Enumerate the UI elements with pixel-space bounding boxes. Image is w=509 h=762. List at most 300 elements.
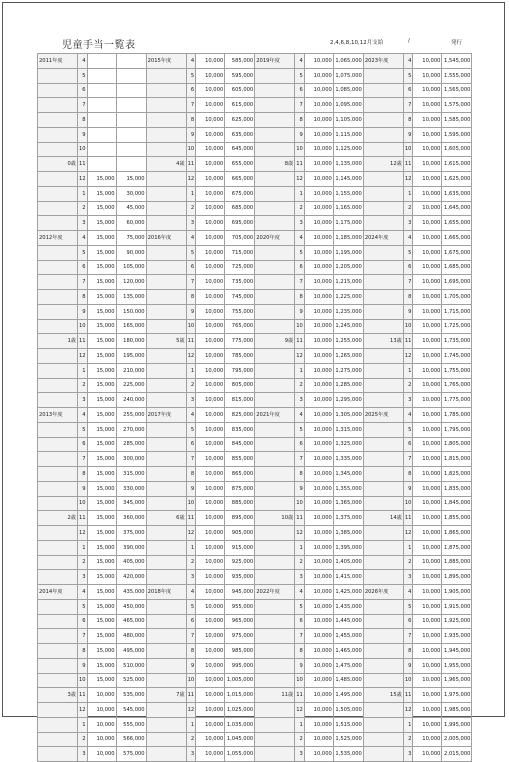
cumulative-cell: 120,000 (116, 275, 146, 290)
month-cell: 2 (78, 201, 88, 216)
cumulative-cell: 1,915,000 (442, 599, 472, 614)
month-cell: 10 (403, 319, 413, 334)
year-age-cell (146, 570, 186, 585)
year-age-cell (146, 481, 186, 496)
month-cell: 4 (186, 408, 196, 423)
amount-cell: 10,000 (196, 526, 225, 541)
cumulative-cell: 875,000 (225, 481, 255, 496)
year-age-cell (38, 570, 78, 585)
cumulative-cell: 1,865,000 (442, 526, 472, 541)
month-cell: 9 (186, 658, 196, 673)
year-age-cell (38, 437, 78, 452)
year-age-cell (38, 717, 78, 732)
month-cell: 12 (403, 526, 413, 541)
year-age-cell (255, 142, 295, 157)
year-age-cell (146, 186, 186, 201)
cumulative-cell: 1,545,000 (442, 54, 472, 69)
amount-cell: 15,000 (87, 644, 116, 659)
cumulative-cell: 180,000 (116, 334, 146, 349)
year-age-cell (255, 290, 295, 305)
month-cell: 9 (78, 127, 88, 142)
cumulative-cell: 1,285,000 (333, 378, 363, 393)
cumulative-cell: 1,685,000 (442, 260, 472, 275)
year-age-cell (146, 83, 186, 98)
cumulative-cell: 1,935,000 (442, 629, 472, 644)
month-cell: 12 (295, 526, 305, 541)
cumulative-cell: 1,135,000 (333, 157, 363, 172)
year-age-cell (363, 260, 403, 275)
month-cell: 11 (186, 334, 196, 349)
year-age-cell (146, 555, 186, 570)
table-row (38, 393, 472, 408)
table-row (38, 481, 472, 496)
year-age-cell: 2015年度 (146, 54, 186, 69)
cumulative-cell: 195,000 (116, 349, 146, 364)
year-age-cell (255, 614, 295, 629)
cumulative-cell: 1,195,000 (333, 245, 363, 260)
cumulative-cell: 1,015,000 (225, 688, 255, 703)
amount-cell: 10,000 (304, 319, 333, 334)
year-age-cell: 10歳 (255, 511, 295, 526)
table-row (38, 54, 472, 69)
year-age-cell: 6歳 (146, 511, 186, 526)
month-cell: 4 (186, 231, 196, 246)
amount-cell: 10,000 (413, 113, 442, 128)
cumulative-cell: 755,000 (225, 304, 255, 319)
cumulative-cell: 510,000 (116, 658, 146, 673)
amount-cell: 10,000 (413, 555, 442, 570)
amount-cell: 10,000 (196, 629, 225, 644)
cumulative-cell: 15,000 (116, 172, 146, 187)
cumulative-cell: 765,000 (225, 319, 255, 334)
amount-cell: 10,000 (413, 245, 442, 260)
month-cell: 11 (403, 511, 413, 526)
table-row (38, 290, 472, 305)
amount-cell: 15,000 (87, 629, 116, 644)
amount-cell: 10,000 (304, 260, 333, 275)
cumulative-cell: 285,000 (116, 437, 146, 452)
cumulative-cell: 1,315,000 (333, 422, 363, 437)
amount-cell: 10,000 (87, 703, 116, 718)
year-age-cell: 2023年度 (363, 54, 403, 69)
month-cell: 7 (295, 629, 305, 644)
amount-cell: 10,000 (196, 231, 225, 246)
amount-cell: 10,000 (196, 496, 225, 511)
cumulative-cell: 1,185,000 (333, 231, 363, 246)
year-age-cell: 2歳 (38, 511, 78, 526)
month-cell: 11 (186, 511, 196, 526)
month-cell: 7 (403, 452, 413, 467)
month-cell: 7 (78, 629, 88, 644)
cumulative-cell: 105,000 (116, 260, 146, 275)
month-cell: 3 (78, 393, 88, 408)
year-age-cell (146, 540, 186, 555)
month-cell: 1 (186, 186, 196, 201)
amount-cell: 15,000 (87, 186, 116, 201)
month-cell: 11 (295, 157, 305, 172)
year-age-cell (363, 732, 403, 747)
year-age-cell (255, 98, 295, 113)
cumulative-cell: 315,000 (116, 467, 146, 482)
cumulative-cell: 855,000 (225, 452, 255, 467)
month-cell: 6 (78, 83, 88, 98)
month-cell: 1 (295, 363, 305, 378)
month-cell: 5 (295, 245, 305, 260)
year-age-cell: 2016年度 (146, 231, 186, 246)
year-age-cell (146, 732, 186, 747)
cumulative-cell: 1,115,000 (333, 127, 363, 142)
amount-cell: 10,000 (196, 113, 225, 128)
cumulative-cell: 635,000 (225, 127, 255, 142)
year-age-cell (255, 717, 295, 732)
month-cell: 12 (186, 172, 196, 187)
month-cell: 5 (295, 599, 305, 614)
month-cell: 1 (186, 540, 196, 555)
cumulative-cell: 715,000 (225, 245, 255, 260)
table-row (38, 172, 472, 187)
year-age-cell (363, 113, 403, 128)
year-age-cell (38, 98, 78, 113)
amount-cell (87, 68, 116, 83)
year-age-cell (38, 142, 78, 157)
year-age-cell (255, 113, 295, 128)
cumulative-cell: 545,000 (116, 703, 146, 718)
year-age-cell (363, 83, 403, 98)
month-cell: 5 (403, 422, 413, 437)
cumulative-cell: 1,835,000 (442, 481, 472, 496)
year-age-cell (146, 437, 186, 452)
year-age-cell (255, 673, 295, 688)
cumulative-cell: 1,785,000 (442, 408, 472, 423)
cumulative-cell: 725,000 (225, 260, 255, 275)
amount-cell: 10,000 (304, 275, 333, 290)
month-cell: 5 (186, 422, 196, 437)
year-age-cell: 2026年度 (363, 585, 403, 600)
month-cell: 6 (186, 437, 196, 452)
month-cell: 9 (186, 304, 196, 319)
year-age-cell (255, 363, 295, 378)
month-cell: 11 (78, 157, 88, 172)
amount-cell: 10,000 (413, 599, 442, 614)
year-age-cell: 8歳 (255, 157, 295, 172)
month-cell: 3 (186, 393, 196, 408)
month-cell: 7 (78, 275, 88, 290)
year-age-cell (146, 319, 186, 334)
cumulative-cell: 1,275,000 (333, 363, 363, 378)
amount-cell: 15,000 (87, 467, 116, 482)
cumulative-cell: 1,235,000 (333, 304, 363, 319)
cumulative-cell: 300,000 (116, 452, 146, 467)
amount-cell: 10,000 (413, 629, 442, 644)
amount-cell: 10,000 (196, 673, 225, 688)
month-cell: 8 (403, 644, 413, 659)
amount-cell: 10,000 (87, 688, 116, 703)
month-cell: 3 (186, 216, 196, 231)
year-age-cell: 11歳 (255, 688, 295, 703)
month-cell: 10 (186, 673, 196, 688)
year-age-cell: 2014年度 (38, 585, 78, 600)
cumulative-cell: 1,945,000 (442, 644, 472, 659)
year-age-cell (38, 275, 78, 290)
year-age-cell (363, 201, 403, 216)
year-age-cell (255, 172, 295, 187)
table-row (38, 363, 472, 378)
cumulative-cell: 1,615,000 (442, 157, 472, 172)
table-row (38, 127, 472, 142)
month-cell: 9 (295, 658, 305, 673)
cumulative-cell: 45,000 (116, 201, 146, 216)
cumulative-cell: 1,995,000 (442, 717, 472, 732)
amount-cell: 10,000 (304, 172, 333, 187)
amount-cell: 10,000 (304, 422, 333, 437)
year-age-cell (38, 481, 78, 496)
month-cell: 12 (186, 526, 196, 541)
year-age-cell (363, 540, 403, 555)
year-age-cell (255, 319, 295, 334)
table-row (38, 496, 472, 511)
year-age-cell (146, 393, 186, 408)
year-age-cell (255, 378, 295, 393)
cumulative-cell: 1,775,000 (442, 393, 472, 408)
year-age-cell (255, 393, 295, 408)
table-row (38, 319, 472, 334)
cumulative-cell: 1,695,000 (442, 275, 472, 290)
month-cell: 8 (295, 644, 305, 659)
cumulative-cell: 655,000 (225, 157, 255, 172)
amount-cell: 10,000 (413, 231, 442, 246)
month-cell: 10 (403, 142, 413, 157)
year-age-cell (255, 540, 295, 555)
amount-cell: 10,000 (413, 422, 442, 437)
month-cell: 2 (186, 555, 196, 570)
cumulative-cell (116, 98, 146, 113)
amount-cell: 10,000 (304, 732, 333, 747)
cumulative-cell: 566,000 (116, 732, 146, 747)
year-age-cell: 3歳 (38, 688, 78, 703)
table-row (38, 717, 472, 732)
year-age-cell: 2020年度 (255, 231, 295, 246)
cumulative-cell: 885,000 (225, 496, 255, 511)
cumulative-cell: 210,000 (116, 363, 146, 378)
month-cell: 11 (403, 688, 413, 703)
year-age-cell (38, 599, 78, 614)
year-age-cell (38, 452, 78, 467)
year-age-cell (255, 481, 295, 496)
year-age-cell: 5歳 (146, 334, 186, 349)
amount-cell: 10,000 (196, 68, 225, 83)
amount-cell: 10,000 (196, 319, 225, 334)
year-age-cell (146, 304, 186, 319)
month-cell: 9 (403, 658, 413, 673)
year-age-cell (146, 703, 186, 718)
cumulative-cell: 1,655,000 (442, 216, 472, 231)
amount-cell: 10,000 (304, 614, 333, 629)
month-cell: 4 (403, 585, 413, 600)
cumulative-cell: 375,000 (116, 526, 146, 541)
month-cell: 4 (78, 231, 88, 246)
amount-cell: 10,000 (196, 408, 225, 423)
cumulative-cell: 995,000 (225, 658, 255, 673)
amount-cell (87, 127, 116, 142)
table-row (38, 113, 472, 128)
amount-cell: 10,000 (304, 540, 333, 555)
cumulative-cell: 1,745,000 (442, 349, 472, 364)
cumulative-cell (116, 54, 146, 69)
amount-cell: 10,000 (196, 717, 225, 732)
amount-cell: 15,000 (87, 349, 116, 364)
cumulative-cell: 1,975,000 (442, 688, 472, 703)
amount-cell: 10,000 (87, 732, 116, 747)
year-age-cell (363, 349, 403, 364)
month-cell: 2 (295, 732, 305, 747)
month-cell: 4 (186, 54, 196, 69)
month-cell: 12 (78, 172, 88, 187)
cumulative-cell: 1,645,000 (442, 201, 472, 216)
month-cell: 6 (186, 614, 196, 629)
year-age-cell (363, 629, 403, 644)
cumulative-cell: 605,000 (225, 83, 255, 98)
year-age-cell (363, 658, 403, 673)
amount-cell: 10,000 (196, 186, 225, 201)
month-cell: 6 (186, 83, 196, 98)
year-age-cell (146, 127, 186, 142)
month-cell: 12 (295, 349, 305, 364)
amount-cell: 10,000 (196, 688, 225, 703)
cumulative-cell: 845,000 (225, 437, 255, 452)
month-cell: 8 (78, 113, 88, 128)
month-cell: 4 (295, 231, 305, 246)
amount-cell: 10,000 (196, 703, 225, 718)
month-cell: 9 (403, 481, 413, 496)
year-age-cell: 1歳 (38, 334, 78, 349)
cumulative-cell: 1,635,000 (442, 186, 472, 201)
amount-cell: 10,000 (413, 393, 442, 408)
year-age-cell (146, 201, 186, 216)
payment-months-note: 2,4,6,8,10,12月支給 (330, 40, 384, 46)
cumulative-cell: 1,505,000 (333, 703, 363, 718)
cumulative-cell: 825,000 (225, 408, 255, 423)
amount-cell: 10,000 (196, 555, 225, 570)
cumulative-cell: 1,735,000 (442, 334, 472, 349)
year-age-cell (146, 216, 186, 231)
month-cell: 10 (295, 319, 305, 334)
amount-cell (87, 54, 116, 69)
month-cell: 10 (295, 673, 305, 688)
month-cell: 8 (186, 644, 196, 659)
amount-cell: 10,000 (413, 717, 442, 732)
month-cell: 2 (403, 732, 413, 747)
table-row (38, 747, 472, 762)
amount-cell: 15,000 (87, 319, 116, 334)
month-cell: 3 (403, 747, 413, 762)
year-age-cell (146, 644, 186, 659)
table-row (38, 68, 472, 83)
year-age-cell: 2011年度 (38, 54, 78, 69)
month-cell: 10 (78, 319, 88, 334)
cumulative-cell: 695,000 (225, 216, 255, 231)
amount-cell: 10,000 (196, 245, 225, 260)
cumulative-cell: 240,000 (116, 393, 146, 408)
year-age-cell (38, 658, 78, 673)
amount-cell: 10,000 (304, 393, 333, 408)
amount-cell: 10,000 (196, 98, 225, 113)
month-cell: 10 (403, 673, 413, 688)
amount-cell: 10,000 (304, 658, 333, 673)
amount-cell: 10,000 (304, 127, 333, 142)
year-age-cell (255, 703, 295, 718)
table-row (38, 157, 472, 172)
amount-cell: 15,000 (87, 363, 116, 378)
cumulative-cell: 1,145,000 (333, 172, 363, 187)
month-cell: 6 (403, 614, 413, 629)
year-age-cell (38, 526, 78, 541)
month-cell: 12 (78, 703, 88, 718)
year-age-cell (38, 467, 78, 482)
cumulative-cell: 1,345,000 (333, 467, 363, 482)
month-cell: 6 (78, 260, 88, 275)
year-age-cell: 2021年度 (255, 408, 295, 423)
cumulative-cell: 1,925,000 (442, 614, 472, 629)
amount-cell: 10,000 (304, 703, 333, 718)
year-age-cell (255, 732, 295, 747)
cumulative-cell: 1,375,000 (333, 511, 363, 526)
amount-cell: 10,000 (413, 290, 442, 305)
month-cell: 2 (78, 555, 88, 570)
amount-cell: 10,000 (196, 511, 225, 526)
table-row (38, 526, 472, 541)
year-age-cell (255, 570, 295, 585)
month-cell: 9 (295, 481, 305, 496)
cumulative-cell: 1,255,000 (333, 334, 363, 349)
table-row (38, 334, 472, 349)
year-age-cell (255, 422, 295, 437)
amount-cell: 10,000 (196, 363, 225, 378)
cumulative-cell: 75,000 (116, 231, 146, 246)
month-cell: 2 (295, 201, 305, 216)
date-separator: / (408, 38, 410, 44)
amount-cell: 10,000 (196, 378, 225, 393)
amount-cell: 10,000 (196, 540, 225, 555)
year-age-cell (363, 172, 403, 187)
year-age-cell (363, 496, 403, 511)
amount-cell: 10,000 (196, 452, 225, 467)
year-age-cell (363, 570, 403, 585)
cumulative-cell: 1,205,000 (333, 260, 363, 275)
year-age-cell: 2019年度 (255, 54, 295, 69)
amount-cell: 10,000 (304, 83, 333, 98)
table-row (38, 349, 472, 364)
amount-cell: 10,000 (304, 467, 333, 482)
month-cell: 11 (403, 157, 413, 172)
amount-cell: 10,000 (413, 703, 442, 718)
year-age-cell: 4歳 (146, 157, 186, 172)
cumulative-cell: 895,000 (225, 511, 255, 526)
year-age-cell (146, 629, 186, 644)
amount-cell: 10,000 (196, 290, 225, 305)
amount-cell: 10,000 (196, 127, 225, 142)
cumulative-cell: 1,895,000 (442, 570, 472, 585)
cumulative-cell: 1,445,000 (333, 614, 363, 629)
month-cell: 5 (403, 68, 413, 83)
amount-cell: 10,000 (196, 334, 225, 349)
year-age-cell (255, 437, 295, 452)
year-age-cell (146, 113, 186, 128)
cumulative-cell: 465,000 (116, 614, 146, 629)
amount-cell: 15,000 (87, 658, 116, 673)
year-age-cell (38, 127, 78, 142)
year-age-cell (255, 83, 295, 98)
cumulative-cell: 1,335,000 (333, 452, 363, 467)
